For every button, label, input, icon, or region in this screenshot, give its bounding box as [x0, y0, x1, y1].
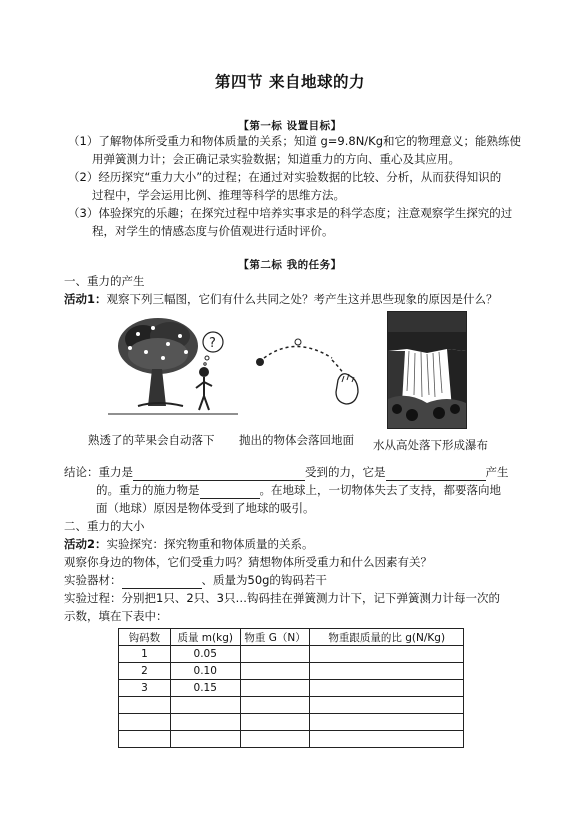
- thrown-ball-illustration: [250, 330, 365, 415]
- table-cell: 2: [119, 663, 171, 680]
- table-row: [119, 731, 464, 748]
- table-cell[interactable]: [310, 663, 464, 680]
- table-cell[interactable]: [170, 714, 240, 731]
- equipment-label: 实验器材：: [64, 573, 122, 587]
- page-title: 第四节 来自地球的力: [215, 73, 365, 91]
- equipment-rest: 、质量为50g的钩码若干: [201, 573, 327, 587]
- table-cell[interactable]: [310, 646, 464, 663]
- table-cell[interactable]: [310, 697, 464, 714]
- objective-1-line-2: 用弹簧测力计；会正确记录实验数据；知道重力的方向、重心及其应用。: [92, 152, 460, 166]
- equipment-line: [64, 571, 327, 589]
- table-cell[interactable]: [240, 663, 310, 680]
- procedure-line-2: 示数，填在下表中：: [64, 609, 168, 623]
- table-cell[interactable]: [170, 697, 240, 714]
- waterfall-illustration: [387, 311, 467, 429]
- section2-heading: 【第二标 我的任务】: [238, 259, 342, 271]
- table-cell[interactable]: [240, 646, 310, 663]
- table-cell[interactable]: [310, 680, 464, 697]
- caption-apple: 熟透了的苹果会自动落下: [88, 433, 215, 447]
- conclusion-line-2b: 。在地球上，一切物体失去了支持，都要落向地: [259, 483, 501, 497]
- section1-heading: 【第一标 设置目标】: [238, 120, 342, 132]
- svg-text:?: ?: [209, 336, 216, 351]
- table-cell: 0.15: [170, 680, 240, 697]
- table-cell[interactable]: [170, 731, 240, 748]
- table-cell[interactable]: [119, 714, 171, 731]
- conclusion-line-1: [64, 463, 509, 481]
- objective-3-line-2: 程，对学生的情感态度与价值观进行适时评价。: [92, 224, 334, 238]
- answer-blank-2[interactable]: [386, 467, 486, 481]
- objective-2-line-2: 过程中，学会运用比例、推理等科学的思维方法。: [92, 188, 345, 202]
- objective-1-line-1: （1）了解物体所受重力和物体质量的关系；知道 g=9.8N/Kg和它的物理意义；能熟练使: [68, 134, 522, 148]
- table-header: 钩码数: [119, 629, 171, 646]
- conclusion-line-2: [96, 481, 501, 499]
- table-cell: 1: [119, 646, 171, 663]
- procedure-line-1: 实验过程：分别把1只、2只、3只…钩码挂在弹簧测力计下，记下弹簧测力计每一次的: [64, 591, 500, 605]
- table-header: 质量 m(kg): [170, 629, 240, 646]
- table-header: 物重跟质量的比 g(N/Kg): [310, 629, 464, 646]
- activity-1-text: 观察下列三幅图，它们有什么共同之处？考产生这并思些现象的原因是什么？: [106, 292, 498, 306]
- conclusion-mid: 受到的力，它是: [305, 465, 386, 479]
- activity-2-text: 实验探究：探究物重和物体质量的关系。: [106, 537, 314, 551]
- guess-question: 观察你身边的物体，它们受重力吗？猜想物体所受重力和什么因素有关？: [64, 555, 432, 569]
- conclusion-line-3: 面（地球）原因是物体受到了地球的吸引。: [96, 501, 315, 515]
- table-cell: 0.10: [170, 663, 240, 680]
- table-cell[interactable]: [240, 680, 310, 697]
- activity-2: [64, 535, 314, 553]
- table-cell[interactable]: [240, 697, 310, 714]
- objective-3-line-1: （3）体验探究的乐趣；在探究过程中培养实事求是的科学态度；注意观察学生探究的过: [68, 206, 513, 220]
- table-cell: 3: [119, 680, 171, 697]
- conclusion-end: 产生: [485, 465, 509, 479]
- apple-tree-illustration: [108, 314, 238, 424]
- data-table: [118, 628, 464, 748]
- table-cell[interactable]: [310, 714, 464, 731]
- answer-blank-4[interactable]: [122, 575, 202, 589]
- conclusion-line-2a: 的。重力的施力物是: [96, 483, 200, 497]
- subheading-gravity-magnitude: 二、重力的大小: [64, 519, 145, 533]
- answer-blank-3[interactable]: [200, 485, 260, 499]
- caption-thrown: 抛出的物体会落回地面: [239, 433, 354, 447]
- activity-1-label: 活动1：: [64, 292, 107, 306]
- table-row: [119, 697, 464, 714]
- table-cell[interactable]: [119, 697, 171, 714]
- table-cell: 0.05: [170, 646, 240, 663]
- table-row: [119, 663, 464, 680]
- table-header-row: [119, 629, 464, 646]
- table-row: [119, 680, 464, 697]
- caption-waterfall: 水从高处落下形成瀑布: [373, 438, 488, 452]
- answer-blank-1[interactable]: [133, 467, 305, 481]
- table-cell[interactable]: [240, 714, 310, 731]
- objective-2-line-1: （2）经历探究“重力大小”的过程；在通过对实验数据的比较、分析，从而获得知识的: [68, 170, 502, 184]
- activity-2-label: 活动2：: [64, 537, 107, 551]
- table-row: [119, 646, 464, 663]
- table-cell[interactable]: [310, 731, 464, 748]
- table-cell[interactable]: [240, 731, 310, 748]
- table-row: [119, 714, 464, 731]
- conclusion-label: 结论：重力是: [64, 465, 133, 479]
- activity-1: [64, 290, 498, 308]
- table-cell[interactable]: [119, 731, 171, 748]
- subheading-gravity-origin: 一、重力的产生: [64, 274, 145, 288]
- table-header: 物重 G（N）: [240, 629, 310, 646]
